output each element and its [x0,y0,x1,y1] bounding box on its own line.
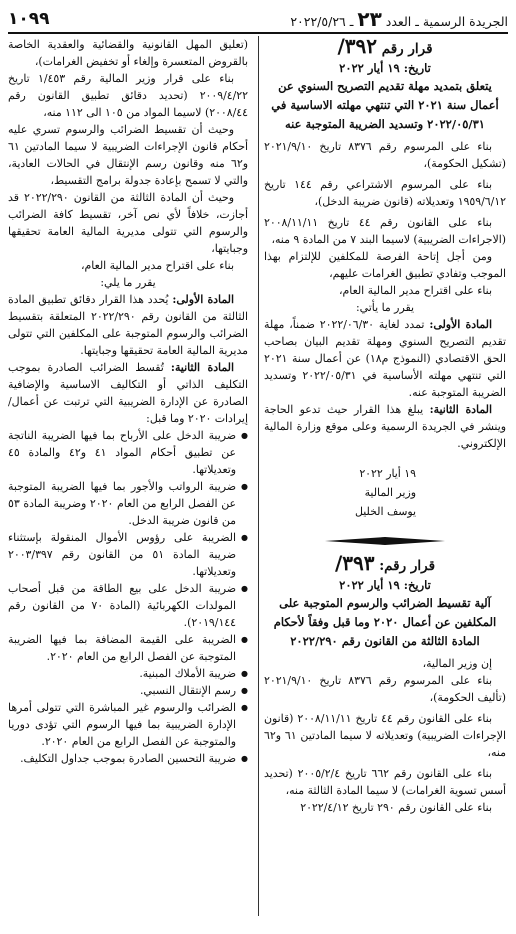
decision-1-number-value: ٣٩٢ [344,34,377,58]
decision-1-preamble-3: ومن أجل إتاحة الفرصة للمكلفين للإلتزام بهذا الموجب وتفادي تطبيق الغرامات عليهم، [264,250,506,280]
list-item: ● ضريبة التحسين الصادرة بموجب جداول التكليف. [8,750,248,767]
page-number: ١٠٩٩ [8,9,50,29]
column-divider [258,36,259,916]
decision-2-continuation-0: (تعليق المهل القانونية والقضائية والعقدية الخاصة بالقروض المتعسرة وإلغاء أو تخفيض الغرامات)، [8,38,248,68]
decision-2-number-suffix: / [334,551,343,575]
decision-1-preamble-4: بناء على اقتراح مدير المالية العام، [339,284,492,297]
decision-2-subject: آلية تقسيط الضرائب والرسوم المتوجبة على المكلفين عن أعمال ٢٠٢٠ وما قبل وفقاً لأحكام المادة الثالثة من القانون رقم ٢٠٢٢/٢٩٠ [273,596,497,648]
decision-2-article-2 [8,359,248,427]
article-text: تُقسط الضرائب الصادرة بموجب التكليف الذاتي أو التكاليف الاساسية والإضافية الصادرة عن الإدارة الضريبية التي ترتبت عن أعمال/ إيرادات ٢٠٢٠ وما قبل: [8,361,248,425]
decision-2-number [264,551,506,575]
decision-2-continuation-3: وحيث أن المادة الثالثة من القانون ٢٠٢٢/٢٩٠ قد أجازت، خلافاً لأي نص آخر، تقسيط كافة الضرائب والرسوم التي تتولى مديرية المالية العامة تحقيقها وجبايتها، [8,191,248,255]
decision-2-continuation-1: بناء على قرار وزير المالية رقم ١/٤٥٣ تاريخ ٢٠٠٩/٤/٢٢ (تحديد دقائق تطبيق القانون رقم ٢٠٠٨/٤٤) لاسيما المواد من ١٠٥ الى ١١٢ منه، [8,72,248,119]
decision-1-article-2 [264,401,506,452]
decision-1-preamble-1: بناء على المرسوم الاشتراعي رقم ١٤٤ تاريخ ١٩٥٩/٦/١٢ وتعديلاته (قانون ضريبة الدخل)، [264,178,506,208]
decision-2-label: قرار رقم: [379,558,436,574]
issue-number: ٢٣ [357,7,382,31]
list-item: ● ضريبة الأملاك المبنية. [8,665,248,682]
list-item: ● ضريبة الرواتب والأجور بما فيها الضريبة المتوجبة عن الفصل الرابع من العام ٢٠٢٠ وضريبة المادة ٥٣ من قانون ضريبة الدخل. [8,478,248,529]
decision-2-preamble-3: بناء على القانون رقم ٦٦٢ تاريخ ٢٠٠٥/٢/٤ (تحديد أسس تسوية الغرامات) لا سيما المادة الثالثة منه، [264,767,506,797]
decision-1-decides: يقرر ما يأتي: [355,301,414,314]
decision-1-signature [264,464,416,521]
issue-date: ـ ٢٠٢٢/٥/٢٦ [290,14,354,29]
list-item: ● الضريبة على القيمة المضافة بما فيها الضريبة المتوجبة عن الفصل الرابع من العام ٢٠٢٠. [8,631,248,665]
page-header [8,6,508,34]
signature-date: ١٩ أيار ٢٠٢٢ [359,467,416,480]
decision-2-date: تاريخ: ١٩ أيار ٢٠٢٢ [339,578,431,592]
decision-1-label: قرار رقم [381,41,433,57]
article-text: يبلغ هذا القرار حيث تدعو الحاجة وينشر في الجريدة الرسمية وعلى موقع وزارة المالية الإلكتروني. [264,403,506,450]
decision-2-article-1 [8,291,248,359]
decision-1-preamble-0: بناء على المرسوم رقم ٨٣٧٦ تاريخ ٢٠٢١/٩/١٠ (تشكيل الحكومة)، [264,140,506,170]
decision-2-preamble-4: بناء على القانون رقم ٢٩٠ تاريخ ٢٠٢٢/٤/١٢ [300,801,492,814]
decision-2-number-value: ٣٩٣ [342,551,375,575]
list-item: ● رسم الإنتقال النسبي. [8,682,248,699]
decision-1-article-1 [264,316,506,401]
decision-1-date: تاريخ: ١٩ أيار ٢٠٢٢ [339,61,431,75]
signature-title: وزير المالية [364,486,416,499]
article-label: المادة الثانية: [170,361,235,374]
decision-1-preamble-2: بناء على القانون رقم ٤٤ تاريخ ٢٠٠٨/١١/١١ (الاجراءات الضريبية) لاسيما البند ٧ من المادة ٩ منه، [264,216,506,246]
decision-2-continuation-2: وحيث أن تقسيط الضرائب والرسوم تسري عليه أحكام قانون الإجراءات الضريبية لا سيما المادتين ٦١ و٦٢ منه وقانون رسم الإنتقال في الحالات العادية، والتي لا تسمح بإعادة جدولة برامج التقسيط، [8,123,248,187]
decision-2-preamble-0: إن وزير المالية، [422,657,492,670]
article-label: المادة الأولى: [429,318,493,331]
article-text: يُحدد هذا القرار دقائق تطبيق المادة الثالثة من القانون رقم ٢٠٢٢/٢٩٠ المتعلقة بتقسيط الضرائب والرسوم المتوجبة على المكلفين التي تتولى مديرية المالية العامة تحقيقها وجبايتها. [8,293,248,357]
decision-2-decides: يقرر ما يلي: [100,276,156,289]
decision-2-preamble-1: بناء على المرسوم رقم ٨٣٧٦ تاريخ ٢٠٢١/٩/١٠ (تأليف الحكومة)، [264,674,506,704]
decision-1-number-suffix: / [337,34,345,58]
article-label: المادة الأولى: [172,293,234,306]
signature-name: يوسف الخليل [354,505,416,518]
article-label: المادة الثانية: [429,403,492,416]
divider-ornament-icon [325,537,445,545]
gazette-name: الجريدة الرسمية ـ العدد [385,14,508,29]
right-column [264,36,506,816]
list-item: ● ضريبة الدخل على الأرباح بما فيها الضريبة الناتجة عن تطبيق أحكام المواد ٤١ و٤٢ والمادة ٤٥ وتعديلاتها. [8,427,248,478]
list-item: ● ضريبة الدخل على بيع الطاقة من قبل أصحاب المولدات الكهربائية (المادة ٧٠ من القانون رقم ٢٠١٩/١٤٤). [8,580,248,631]
decision-1-subject: يتعلق بتمديد مهلة تقديم التصريح السنوي عن أعمال سنة ٢٠٢١ التي تنتهي مهلته الاساسية في ٢٠٢٢/٠٥/٣١ وتسديد الضريبة المتوجبة عنه [271,79,499,131]
article-text: تمدد لغاية ٢٠٢٢/٠٦/٣٠ ضمناً، مهلة تقديم التصريح السنوي ومهلة تقديم البيان بصاحب الحق الاقتصادي (النموذج م١٨) عن أعمال سنة ٢٠٢١ التي تنتهي مهلته الأساسية في ٢٠٢٢/٠٥/٣١ وتسديد الضريبة المتوجبة عنه. [264,318,507,399]
section-divider [264,537,506,545]
decision-2-preamble-2: بناء على القانون رقم ٤٤ تاريخ ٢٠٠٨/١١/١١ (قانون الإجراءات الضريبية) وتعديلاته لا سيما المادتين ٦١ و٦٢ منه، [264,712,506,759]
decision-2-continuation-4: بناء على اقتراح مدير المالية العام، [81,259,234,272]
gazette-title [290,7,508,31]
list-item: ● الضرائب والرسوم غير المباشرة التي تتولى أمرها الإدارة الضريبية بما فيها الرسوم التي تؤدى دوريا والمتوجبة عن الفصل الرابع من العام ٢٠٢٠. [8,699,248,750]
list-item: ● الضريبة على رؤوس الأموال المنقولة بإستثناء ضريبة المادة ٥١ من القانون رقم ٢٠٠٣/٣٩٧ وتعديلاتها. [8,529,248,580]
decision-1-number [264,34,506,58]
left-column [8,36,248,767]
